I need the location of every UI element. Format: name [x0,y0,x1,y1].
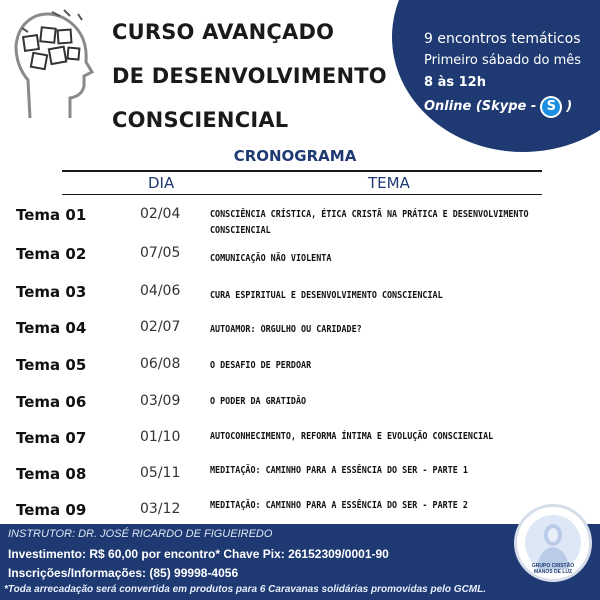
table-row [0,319,600,353]
online-prefix: Online (Skype - [424,99,537,114]
row-date: 01/10 [140,429,181,445]
investment-text: Investimento: R$ 60,00 por encontro* Chave Pix: 26152309/0001-90 [8,547,389,561]
row-date: 05/11 [140,465,181,481]
title-line-2: DE DESENVOLVIMENTO [112,64,387,88]
footer-bar [0,524,600,600]
group-badge-logo [514,504,592,582]
row-label: Tema 07 [16,429,87,447]
table-row [0,465,600,499]
row-date: 03/09 [140,393,181,409]
row-date: 06/08 [140,356,181,372]
course-title [112,10,387,142]
row-date: 03/12 [140,501,181,517]
row-label: Tema 09 [16,501,87,519]
row-label: Tema 05 [16,356,87,374]
column-header-day: DIA [148,174,175,192]
online-suffix: ) [566,99,573,114]
schedule-time-text: 8 às 12h [424,75,486,90]
encounters-text: 9 encontros temáticos [424,31,581,47]
row-topic: O PODER DA GRATIDÃO [210,396,307,407]
row-topic: MEDITAÇÃO: CAMINHO PARA A ESSÊNCIA DO SER - PARTE 2 [210,500,468,511]
row-label: Tema 01 [16,206,87,224]
table-header-rule [62,194,542,195]
row-topic: COMUNICAÇÃO NÃO VIOLENTA [210,253,332,264]
row-topic: CONSCIÊNCIA CRÍSTICA, ÉTICA CRISTÃ NA PRÁTICA E DESENVOLVIMENTO CONSCIENCIAL [210,209,529,236]
row-topic: AUTOCONHECIMENTO, REFORMA ÍNTIMA E EVOLUÇÃO CONSCIENCIAL [210,431,494,442]
row-date: 02/04 [140,206,181,222]
table-row [0,206,600,240]
column-header-topic: TEMA [368,174,410,192]
footnote-text: *Toda arrecadação será convertida em produtos para 6 Caravanas solidárias promovidas pelo GCML. [4,584,487,595]
row-label: Tema 06 [16,393,87,411]
instructor-text: INSTRUTOR: DR. JOSÉ RICARDO DE FIGUEIREDO [8,528,273,540]
row-topic: CURA ESPIRITUAL E DESENVOLVIMENTO CONSCIENCIAL [210,290,443,301]
badge-caption: GRUPO CRISTÃO MANOS DE LUZ [531,563,575,575]
title-line-3: CONSCIENCIAL [112,108,289,132]
schedule-day-text: Primeiro sábado do mês [424,53,582,68]
contact-text: Inscrições/Informações: (85) 99998-4056 [8,566,239,580]
row-topic: O DESAFIO DE PERDOAR [210,360,312,371]
head-logo-icon [8,6,108,124]
row-date: 02/07 [140,319,181,335]
row-label: Tema 08 [16,465,87,483]
table-top-rule [62,170,542,172]
table-row [0,429,600,463]
row-date: 04/06 [140,283,181,299]
row-label: Tema 03 [16,283,87,301]
table-row [0,245,600,279]
row-topic: MEDITAÇÃO: CAMINHO PARA A ESSÊNCIA DO SER - PARTE 1 [210,465,468,476]
course-info [424,28,581,120]
table-row [0,393,600,427]
skype-icon: S [540,96,562,118]
row-date: 07/05 [140,245,181,261]
schedule-title: CRONOGRAMA [233,147,357,165]
title-line-1: CURSO AVANÇADO [112,20,335,44]
row-label: Tema 02 [16,245,87,263]
online-skype-text [424,94,581,120]
table-row [0,283,600,317]
row-label: Tema 04 [16,319,87,337]
table-row [0,356,600,390]
row-topic: AUTOAMOR: ORGULHO OU CARIDADE? [210,324,362,335]
